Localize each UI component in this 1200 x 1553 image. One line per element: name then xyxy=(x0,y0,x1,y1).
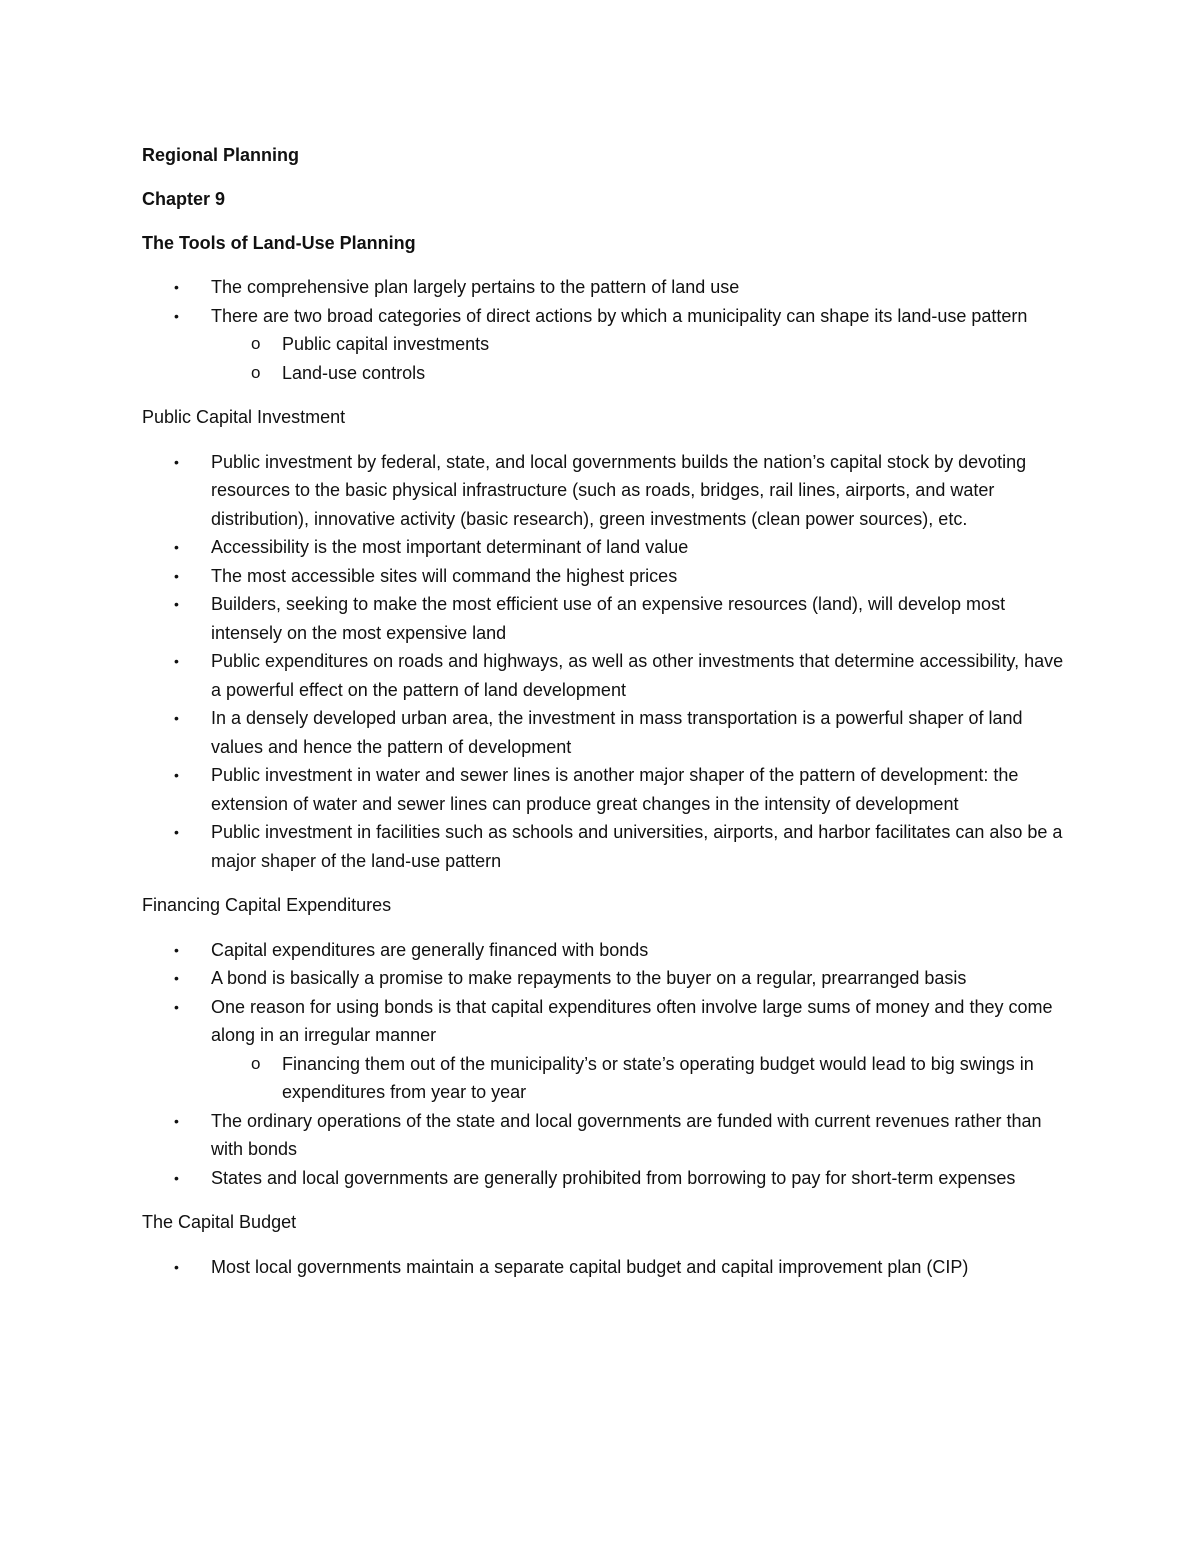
document-title: Regional Planning xyxy=(142,145,300,165)
sublist-item-text: Land-use controls xyxy=(282,362,426,383)
capital-budget-list xyxy=(142,1253,1072,1282)
list-item-text: One reason for using bonds is that capital expenditures often involve large sums of money and they come along in an irregular manner xyxy=(211,996,1053,1045)
list-item-text: Public investment in water and sewer lines is another major shaper of the pattern of development: the extension of water and sewer lines can produce great changes in the intensity of development xyxy=(211,765,1019,814)
list-item xyxy=(142,936,1072,965)
sublist-item xyxy=(211,1050,1072,1107)
list-item xyxy=(142,704,1072,761)
list-item xyxy=(142,1164,1072,1193)
list-item-text: Builders, seeking to make the most efficient use of an expensive resources (land), will develop most intensely on the most expensive land xyxy=(211,594,1006,643)
sub-bullet-icon: o xyxy=(251,1053,261,1073)
list-item-text: Capital expenditures are generally financed with bonds xyxy=(211,939,649,960)
sub-bullet-icon: o xyxy=(251,334,261,353)
sublist-item-text: Public capital investments xyxy=(282,334,490,354)
bullet-icon: • xyxy=(174,998,179,1015)
bullet-icon: • xyxy=(174,970,179,986)
list-item xyxy=(142,273,1072,302)
list-item xyxy=(142,302,1072,388)
list-item-text: Public expenditures on roads and highways, as well as other investments that determine accessibility, have a powerful effect on the pattern of land development xyxy=(211,651,1064,700)
bullet-icon: • xyxy=(174,1112,179,1129)
public-capital-investment-list xyxy=(142,448,1072,876)
list-item xyxy=(142,1107,1072,1164)
bullet-icon: • xyxy=(174,710,179,726)
list-item-text: Public investment in facilities such as schools and universities, airports, and harbor facilitates can also be a major shaper of the land-use pattern xyxy=(211,822,1063,871)
list-item-text: In a densely developed urban area, the investment in mass transportation is a powerful shaper of land values and hence the pattern of development xyxy=(211,708,1023,757)
list-item-text: The most accessible sites will command the highest prices xyxy=(211,565,678,586)
bullet-icon: • xyxy=(174,453,179,470)
list-item-text: Accessibility is the most important determinant of land value xyxy=(211,537,689,557)
list-item xyxy=(142,533,1072,562)
section-heading-financing-capital-expenditures: Financing Capital Expenditures xyxy=(142,895,392,915)
bullet-icon: • xyxy=(174,941,179,958)
bullet-icon: • xyxy=(174,539,179,555)
bullet-icon: • xyxy=(174,1169,179,1186)
bullet-icon: • xyxy=(174,596,179,612)
sub-bullet-icon: o xyxy=(251,362,261,382)
list-item-text: A bond is basically a promise to make repayments to the buyer on a regular, prearranged basis xyxy=(211,968,967,988)
bullet-icon: • xyxy=(174,279,179,295)
list-item xyxy=(142,647,1072,704)
list-item-text: There are two broad categories of direct actions by which a municipality can shape its land-use pattern xyxy=(211,305,1028,326)
bullet-icon: • xyxy=(174,307,179,324)
bullet-icon: • xyxy=(174,824,179,840)
sublist-item xyxy=(211,359,1072,388)
sublist-item xyxy=(211,330,1072,359)
bullet-icon: • xyxy=(174,1258,179,1275)
list-item xyxy=(142,448,1072,534)
list-item-text: The ordinary operations of the state and local governments are funded with current revenues rather than with bonds xyxy=(211,1110,1042,1159)
intro-sublist xyxy=(211,330,1072,387)
document-body xyxy=(142,141,1072,1297)
intro-list xyxy=(142,273,1072,387)
list-item-text: Most local governments maintain a separate capital budget and capital improvement plan (CIP) xyxy=(211,1256,969,1277)
list-item xyxy=(142,993,1072,1107)
chapter-number: Chapter 9 xyxy=(142,189,226,209)
list-item-text: The comprehensive plan largely pertains to the pattern of land use xyxy=(211,277,740,297)
sublist-item-text: Financing them out of the municipality’s or state’s operating budget would lead to big swings in expenditures from year to year xyxy=(282,1053,1034,1102)
list-item xyxy=(142,964,1072,993)
financing-capital-expenditures-list xyxy=(142,936,1072,1193)
section-heading-capital-budget: The Capital Budget xyxy=(142,1212,297,1232)
list-item-text: Public investment by federal, state, and local governments builds the nation’s capital stock by devoting resources to the basic physical infrastructure (such as roads, bridges, rail lines, airports, and water distribution), innovative activity (basic research), green investments (clean power sources), etc. xyxy=(211,451,1027,529)
bullet-icon: • xyxy=(174,567,179,584)
section-heading-public-capital-investment: Public Capital Investment xyxy=(142,407,346,427)
chapter-title: The Tools of Land-Use Planning xyxy=(142,233,416,253)
list-item xyxy=(142,590,1072,647)
financing-sublist xyxy=(211,1050,1072,1107)
list-item xyxy=(142,1253,1072,1282)
bullet-icon: • xyxy=(174,653,179,669)
list-item xyxy=(142,761,1072,818)
list-item xyxy=(142,562,1072,591)
list-item xyxy=(142,818,1072,875)
list-item-text: States and local governments are generally prohibited from borrowing to pay for short-term expenses xyxy=(211,1167,1016,1188)
bullet-icon: • xyxy=(174,767,179,783)
